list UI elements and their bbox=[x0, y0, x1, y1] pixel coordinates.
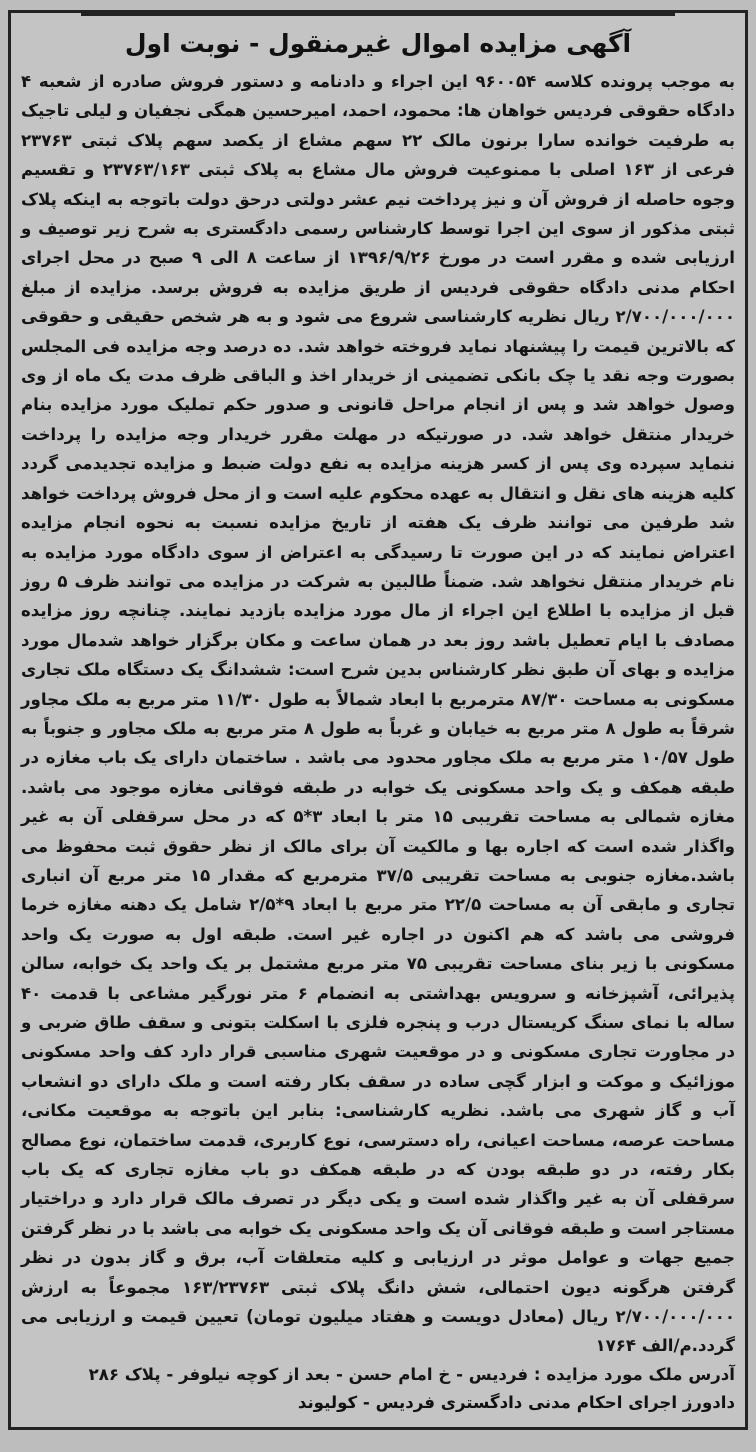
newspaper-notice bbox=[8, 10, 748, 1430]
top-rule bbox=[81, 10, 675, 16]
notice-title: آگهی مزایده اموال غیرمنقول - نوبت اول bbox=[124, 29, 632, 58]
property-address: آدرس ملک مورد مزایده : فردیس - خ امام حسن - بعد از کوچه نیلوفر - پلاک ۲۸۶ bbox=[88, 1364, 735, 1384]
notice-body bbox=[21, 67, 735, 1361]
notice-signature: دادورز اجرای احکام مدنی دادگستری فردیس - کولیوند bbox=[297, 1392, 735, 1412]
notice-paragraph: به موجب پرونده کلاسه ۹۶۰۰۵۴ این اجراء و دادنامه و دستور فروش صادره از شعبه ۴ دادگاه حقوقی فردیس خواهان ها: محمود، احمد، امیرحسین همگی نجفیان و لیلی تاجیک به طرفیت خوانده سارا برنون مالک ۲۲ سهم مشاع از یکصد سهم پلاک ثبتی ۲۳۷۶۳ فرعی از ۱۶۳ اصلی با ممنوعیت فروش مال مشاع به پلاک ثبتی ۲۳۷۶۳/۱۶۳ و تقسیم وجوه حاصله از فروش آن و نیز پرداخت نیم عشر دولتی درحق دولت باتوجه به اینکه پلاک ثبتی مذکور از سوی این اجرا توسط کارشناس رسمی دادگستری به شرح زیر توصیف و ارزیابی شده و مقرر است در مورخ ۱۳۹۶/۹/۲۶ از ساعت ۸ الی ۹ صبح در محل اجرای احکام مدنی دادگاه حقوقی فردیس از طریق مزایده به فروش برسد. مزایده از مبلغ ۲/۷۰۰/۰۰۰/۰۰۰ ریال نظریه کارشناسی شروع می شود و به هر شخص حقیقی و حقوقی که بالاترین قیمت را پیشنهاد نماید فروخته خواهد شد. ده درصد وجه مزایده فی المجلس بصورت وجه نقد یا چک بانکی تضمینی از خریدار اخذ و الباقی ظرف مدت یک ماه از وی وصول خواهد شد و پس از انجام مراحل قانونی و صدور حکم تملیک مورد مزایده بنام خریدار منتقل خواهد شد. در صورتیکه در مهلت مقرر خریدار وجه مزایده را پرداخت ننماید سپرده وی پس از کسر هزینه مزایده به نفع دولت ضبط و مزایده تجدیدمی گردد کلیه هزینه های نقل و انتقال به عهده محکوم علیه است و از محل فروش پرداخت خواهد شد طرفین می توانند ظرف یک هفته از تاریخ مزایده نسبت به نحوه انجام مزایده اعتراض نمایند که در این صورت تا رسیدگی به اعتراض از سوی دادگاه مورد مزایده به نام خریدار منتقل نخواهد شد. ضمناً طالبین به شرکت در مزایده می توانند ظرف ۵ روز قبل از مزایده با اطلاع این اجراء از مال مورد مزایده بازدید نمایند. چنانچه روز مزایده مصادف با ایام تعطیل باشد روز بعد در همان ساعت و مکان برگزار خواهد شدمال مورد مزایده و بهای آن طبق نظر کارشناس بدین شرح است: ششدانگ یک دستگاه ملک تجاری مسکونی به مساحت ۸۷/۳۰ مترمربع با ابعاد شمالاً به طول ۱۱/۳۰ متر مربع به ملک مجاور شرقاً به طول ۸ متر مربع به خیابان و غرباً به طول ۸ متر مربع به ملک مجاور و جنوباً به طول ۱۰/۵۷ متر مربع به ملک مجاور محدود می باشد . ساختمان دارای یک باب مغازه در طبقه همکف و یک واحد مسکونی یک خوابه در طبقه فوقانی مغازه موجود می باشد. مغازه شمالی به مساحت تقریبی ۱۵ متر با ابعاد ۳*۵ که در محل سرقفلی آن به غیر واگذار شده است که اجاره بها و مالکیت آن برای مالک از نظر حقوق ثبت محفوظ می باشد.مغازه جنوبی به مساحت تقریبی ۳۷/۵ مترمربع که مقدار ۱۵ متر مربع آن انباری تجاری و مابقی آن به مساحت ۲۲/۵ متر مربع با ابعاد ۹*۲/۵ شامل یک دهنه مغازه خرما فروشی می باشد که هم اکنون در اجاره غیر است. طبقه اول به صورت یک واحد مسکونی با زیر بنای مساحت تقریبی ۷۵ متر مربع مشتمل بر یک واحد یک خوابه، سالن پذیرائی، آشپزخانه و سرویس بهداشتی به انضمام ۶ متر نورگیر مشاعی با قدمت ۴۰ ساله با نمای سنگ کریستال درب و پنجره فلزی با اسکلت بتونی و سقف طاق ضربی و در مجاورت تجاری مسکونی و در موقعیت شهری مناسبی قرار دارد کف واحد مسکونی موزائیک و موکت و ابزار گچی ساده در سقف بکار رفته است و ملک دارای دو انشعاب آب و گاز شهری می باشد. نظریه کارشناسی: بنابر این باتوجه به موقعیت مکانی، مساحت عرصه، مساحت اعیانی، راه دسترسی، نوع کاربری، قدمت ساختمان، نوع مصالح بکار رفته، در دو طبقه بودن که در طبقه همکف دو باب مغازه تجاری که یک باب سرقفلی آن به غیر واگذار شده است و یکی دیگر در تصرف مالک قرار دارد و دراختیار مستاجر است و طبقه فوقانی آن یک واحد مسکونی یک خوابه می باشد با در نظر گرفتن جمیع جهات و عوامل موثر در ارزیابی و کلیه متعلقات آب، برق و گاز بدون در نظر گرفتن هرگونه دیون احتمالی، شش دانگ پلاک ثبتی ۱۶۳/۲۳۷۶۳ مجموعاً به ارزش ۲/۷۰۰/۰۰۰/۰۰۰ ریال (معادل دویست و هفتاد میلیون تومان) تعیین قیمت و ارزیابی می گردد.م/الف ۱۷۶۴ bbox=[21, 72, 736, 1356]
